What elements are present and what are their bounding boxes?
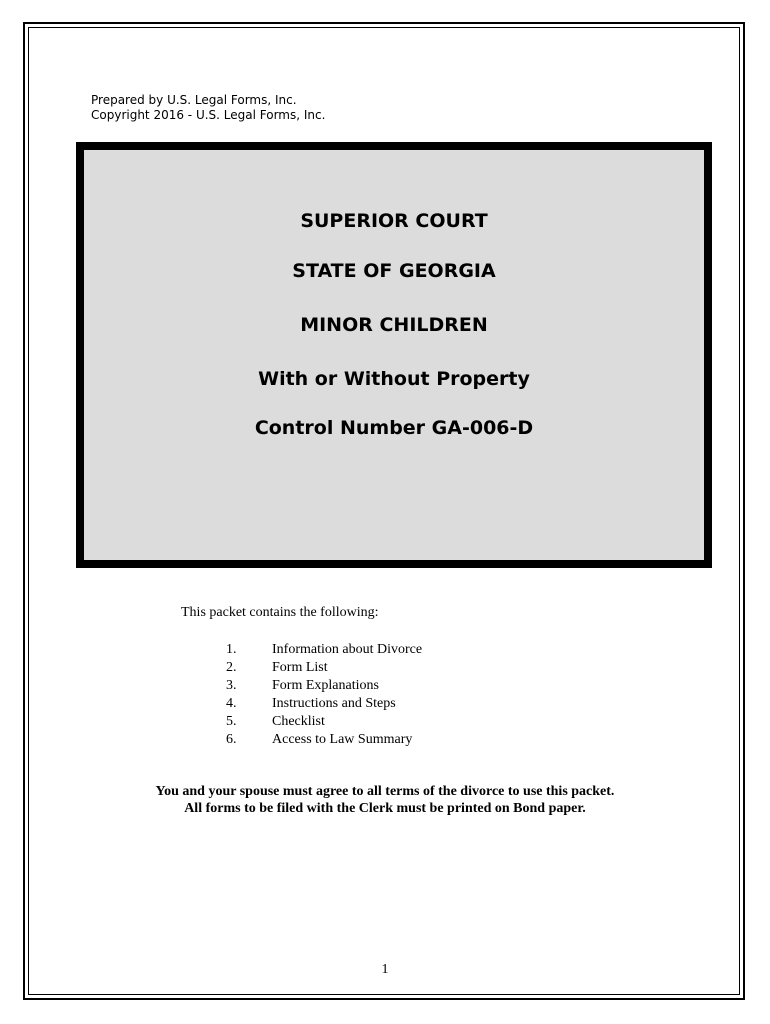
notice-line-2: All forms to be filed with the Clerk must be printed on Bond paper.: [184, 801, 586, 816]
property-title: With or Without Property: [258, 368, 530, 390]
list-item-number: 5.: [226, 714, 237, 729]
copyright: Copyright 2016 - U.S. Legal Forms, Inc.: [91, 108, 326, 122]
list-item-number: 1.: [226, 642, 237, 657]
control-number: Control Number GA-006-D: [254, 417, 534, 439]
page-number: 1: [381, 962, 389, 977]
subject-title: MINOR CHILDREN: [300, 314, 488, 336]
court-title: SUPERIOR COURT: [300, 210, 488, 232]
list-item-number: 3.: [226, 678, 237, 693]
list-item-number: 4.: [226, 696, 237, 711]
packet-notice: [0, 783, 770, 817]
prepared-by: Prepared by U.S. Legal Forms, Inc.: [91, 93, 297, 107]
contents-intro: This packet contains the following:: [181, 605, 379, 620]
list-item-text: Access to Law Summary: [272, 732, 413, 747]
list-item-text: Checklist: [272, 714, 325, 729]
list-item-number: 2.: [226, 660, 237, 675]
title-box: [76, 142, 712, 568]
list-item-text: Form List: [272, 660, 328, 675]
list-item-text: Form Explanations: [272, 678, 379, 693]
state-title: STATE OF GEORGIA: [292, 260, 496, 282]
list-item-number: 6.: [226, 732, 237, 747]
list-item-text: Information about Divorce: [272, 642, 423, 657]
preparer-info: [91, 93, 325, 123]
notice-line-1: You and your spouse must agree to all terms of the divorce to use this packet.: [155, 784, 615, 799]
list-item-text: Instructions and Steps: [272, 696, 396, 711]
